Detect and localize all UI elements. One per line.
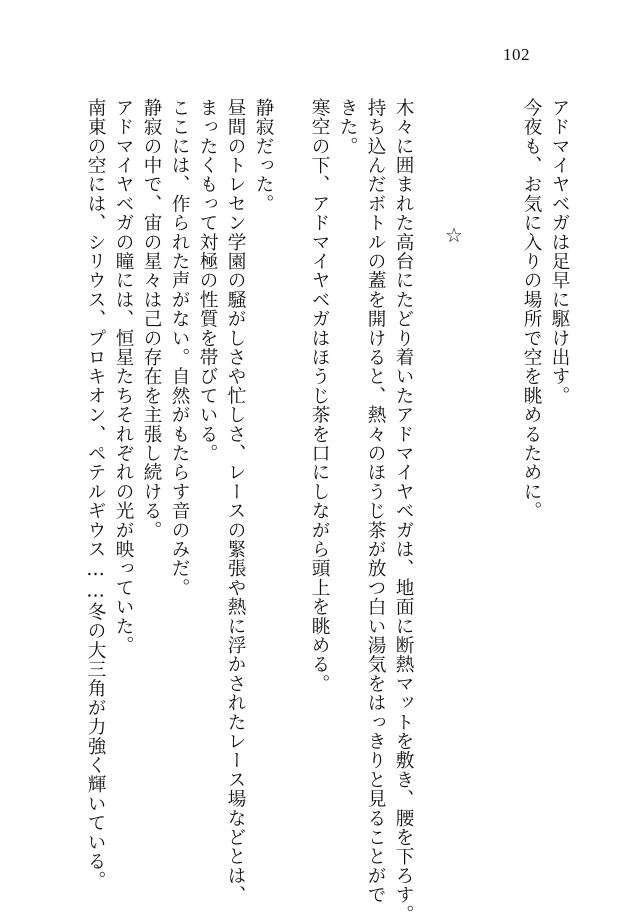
text-line-1: アドマイヤベガは足早に駆け出す。 xyxy=(549,98,570,406)
page-number: 102 xyxy=(503,45,530,64)
text-line-4: 持ち込んだボトルの蓋を開けると、熱々のほうじ茶が放つ白い湯気をはっきりと見ることがで xyxy=(365,98,386,905)
text-line-13: 南東の空には、シリウス、プロキオン、ペテルギウス……冬の大三角が力強く輝いている。 xyxy=(85,98,106,890)
text-line-7: 静寂だった。 xyxy=(253,98,274,214)
text-line-8: 昼間のトレセン学園の騒がしさや忙しさ、レースの緊張や熱に浮かされたレース場などとは、 xyxy=(225,98,246,905)
section-break-star: ☆ xyxy=(442,223,466,248)
text-line-6: 寒空の下、アドマイヤベガはほうじ茶を口にしながら頭上を眺める。 xyxy=(309,98,330,694)
text-line-3: 木々に囲まれた高台にたどり着いたアドマイヤベガは、地面に断熱マットを敷き、腰を下ろす。 xyxy=(393,98,414,924)
text-line-9: まったくもって対極の性質を帯びている。 xyxy=(197,98,218,463)
text-line-5: きた。 xyxy=(337,98,358,156)
text-line-2: 今夜も、お気に入りの場所で空を眺めるために。 xyxy=(521,98,542,521)
text-line-12: アドマイヤベガの瞳には、恒星たちそれぞれの光が映っていた。 xyxy=(113,98,134,655)
text-line-11: 静寂の中で、宙の星々は己の存在を主張し続ける。 xyxy=(141,98,162,540)
text-line-10: ここには、作られた声がない。自然がもたらす音のみだ。 xyxy=(169,98,190,598)
